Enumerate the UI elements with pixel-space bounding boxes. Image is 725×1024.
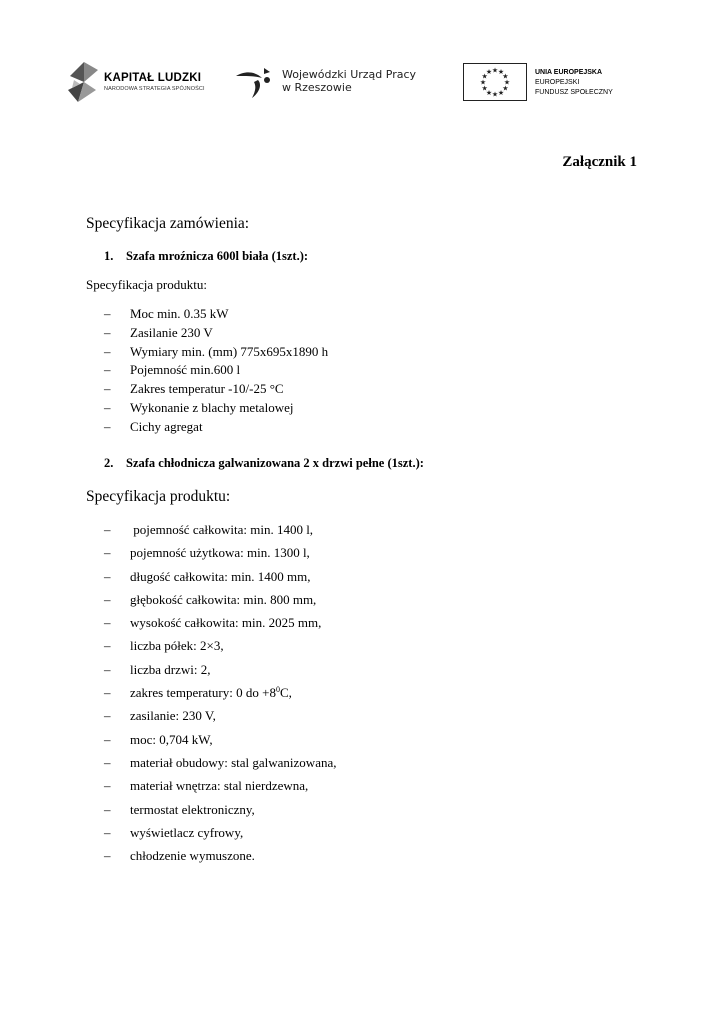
eu-line2: EUROPEJSKI	[535, 79, 580, 86]
dash-bullet: –	[104, 731, 111, 747]
spec-item	[104, 728, 337, 751]
spec-text: Wykonanie z blachy metalowej	[130, 399, 294, 415]
spec-text: zasilanie: 230 V,	[130, 708, 216, 724]
kapital-ludzki-emblem-icon	[66, 60, 100, 104]
item-2-title-text: Szafa chłodnicza galwanizowana 2 x drzwi pełne (1szt.):	[126, 456, 424, 470]
spec-item	[104, 751, 337, 774]
spec-text: moc: 0,704 kW,	[130, 731, 213, 747]
header-logos	[0, 58, 725, 108]
dash-bullet: –	[104, 306, 111, 321]
dash-bullet: –	[104, 362, 111, 378]
wup-name-line1: Wojewódzki Urząd Pracy	[282, 68, 417, 81]
spec-item	[104, 380, 328, 399]
spec-text: termostat elektroniczny,	[130, 801, 255, 817]
item-2-spec-label: Specyfikacja produktu:	[86, 488, 231, 505]
eu-star-icon: ★	[503, 78, 511, 87]
spec-text: głębokość całkowita: min. 800 mm,	[130, 591, 317, 607]
item-1-spec-label: Specyfikacja produktu:	[86, 277, 207, 292]
dash-bullet: –	[104, 591, 111, 607]
dash-bullet: –	[104, 708, 111, 724]
spec-item	[104, 324, 328, 343]
eu-star-icon: ★	[497, 88, 505, 97]
dash-bullet: –	[104, 615, 111, 631]
spec-item	[104, 541, 337, 564]
spec-text: Pojemność min.600 l	[130, 362, 241, 378]
dash-bullet: –	[104, 801, 111, 817]
eu-star-icon: ★	[502, 84, 509, 93]
spec-text: zakres temperatury: 0 do $+8^0C$,	[130, 685, 292, 701]
spec-text: wyświetlacz cyfrowy,	[130, 824, 244, 840]
spec-item	[104, 821, 337, 844]
item-2-spec-list	[104, 518, 337, 867]
spec-item	[104, 305, 328, 324]
dash-bullet: –	[104, 754, 111, 770]
dash-bullet: –	[104, 343, 111, 359]
eu-star-icon: ★	[497, 68, 505, 77]
kapital-ludzki-subtitle: NARODOWA STRATEGIA SPÓJNOŚCI	[104, 86, 205, 92]
item-1-title-text: Szafa mroźnicza 600l biała (1szt.):	[126, 249, 309, 263]
spec-item	[104, 611, 337, 634]
kapital-ludzki-logo	[66, 60, 226, 104]
dash-bullet: –	[104, 824, 111, 840]
eu-fund-text	[535, 68, 613, 98]
attachment-label: Załącznik 1	[562, 154, 637, 170]
spec-text: wysokość całkowita: min. 2025 mm,	[130, 615, 322, 631]
item-2-number: 2.	[104, 456, 114, 470]
eu-logo	[463, 63, 663, 103]
eu-star-icon: ★	[481, 84, 488, 93]
spec-item	[104, 343, 328, 362]
dash-bullet: –	[104, 381, 111, 397]
eu-star-icon: ★	[491, 90, 499, 99]
item-2-title	[104, 456, 424, 471]
spec-item	[104, 588, 337, 611]
dash-bullet: –	[104, 685, 111, 701]
eu-star-icon: ★	[491, 66, 499, 75]
spec-text: Wymiary min. (mm) 775x695x1890 h	[130, 343, 329, 359]
wup-name-line2: w Rzeszowie	[282, 81, 352, 94]
wup-bird-icon	[234, 64, 278, 100]
spec-item	[104, 418, 328, 437]
eu-star-icon: ★	[485, 68, 493, 77]
spec-text: Zakres temperatur -10/-25 °C	[130, 381, 284, 397]
spec-text: Cichy agregat	[130, 418, 203, 434]
eu-line3: FUNDUSZ SPOŁECZNY	[535, 89, 613, 96]
dash-bullet: –	[104, 324, 111, 340]
item-1-number: 1.	[104, 249, 114, 263]
eu-star-icon: ★	[485, 88, 493, 97]
spec-item	[104, 518, 337, 541]
spec-item	[104, 634, 337, 657]
spec-item	[104, 704, 337, 727]
order-heading: Specyfikacja zamówienia:	[86, 215, 250, 232]
eu-star-icon: ★	[481, 72, 488, 81]
dash-bullet: –	[104, 545, 111, 561]
spec-text: materiał wnętrza: stal nierdzewna,	[130, 778, 309, 794]
eu-star-icon: ★	[502, 72, 509, 81]
eu-line1: UNIA EUROPEJSKA	[535, 69, 603, 76]
spec-item	[104, 565, 337, 588]
kapital-ludzki-title: KAPITAŁ LUDZKI	[104, 72, 202, 84]
spec-text: Zasilanie 230 V	[130, 324, 213, 340]
spec-text: pojemność całkowita: min. 1400 l,	[130, 522, 314, 537]
dash-bullet: –	[104, 661, 111, 677]
eu-flag-icon	[463, 63, 527, 101]
dash-bullet: –	[104, 418, 111, 434]
dash-bullet: –	[104, 522, 111, 537]
eu-star-icon: ★	[479, 78, 487, 87]
dash-bullet: –	[104, 568, 111, 584]
spec-text: materiał obudowy: stal galwanizowana,	[130, 754, 337, 770]
item-1-spec-list	[104, 305, 328, 437]
wup-name	[282, 68, 416, 94]
spec-text: liczba półek: 2×3,	[130, 638, 224, 654]
spec-item	[104, 844, 337, 867]
dash-bullet: –	[104, 638, 111, 654]
spec-item	[104, 681, 337, 704]
dash-bullet: –	[104, 399, 111, 415]
wup-logo	[234, 64, 434, 104]
spec-item	[104, 658, 337, 681]
item-1-title	[104, 249, 308, 264]
spec-text: pojemność użytkowa: min. 1300 l,	[130, 545, 310, 561]
spec-text: chłodzenie wymuszone.	[130, 848, 255, 864]
dash-bullet: –	[104, 848, 111, 864]
dash-bullet: –	[104, 778, 111, 794]
spec-text: liczba drzwi: 2,	[130, 661, 211, 677]
spec-text: Moc min. 0.35 kW	[130, 306, 229, 321]
spec-item	[104, 774, 337, 797]
spec-item	[104, 399, 328, 418]
spec-text: długość całkowita: min. 1400 mm,	[130, 568, 311, 584]
spec-item	[104, 361, 328, 380]
spec-item	[104, 798, 337, 821]
